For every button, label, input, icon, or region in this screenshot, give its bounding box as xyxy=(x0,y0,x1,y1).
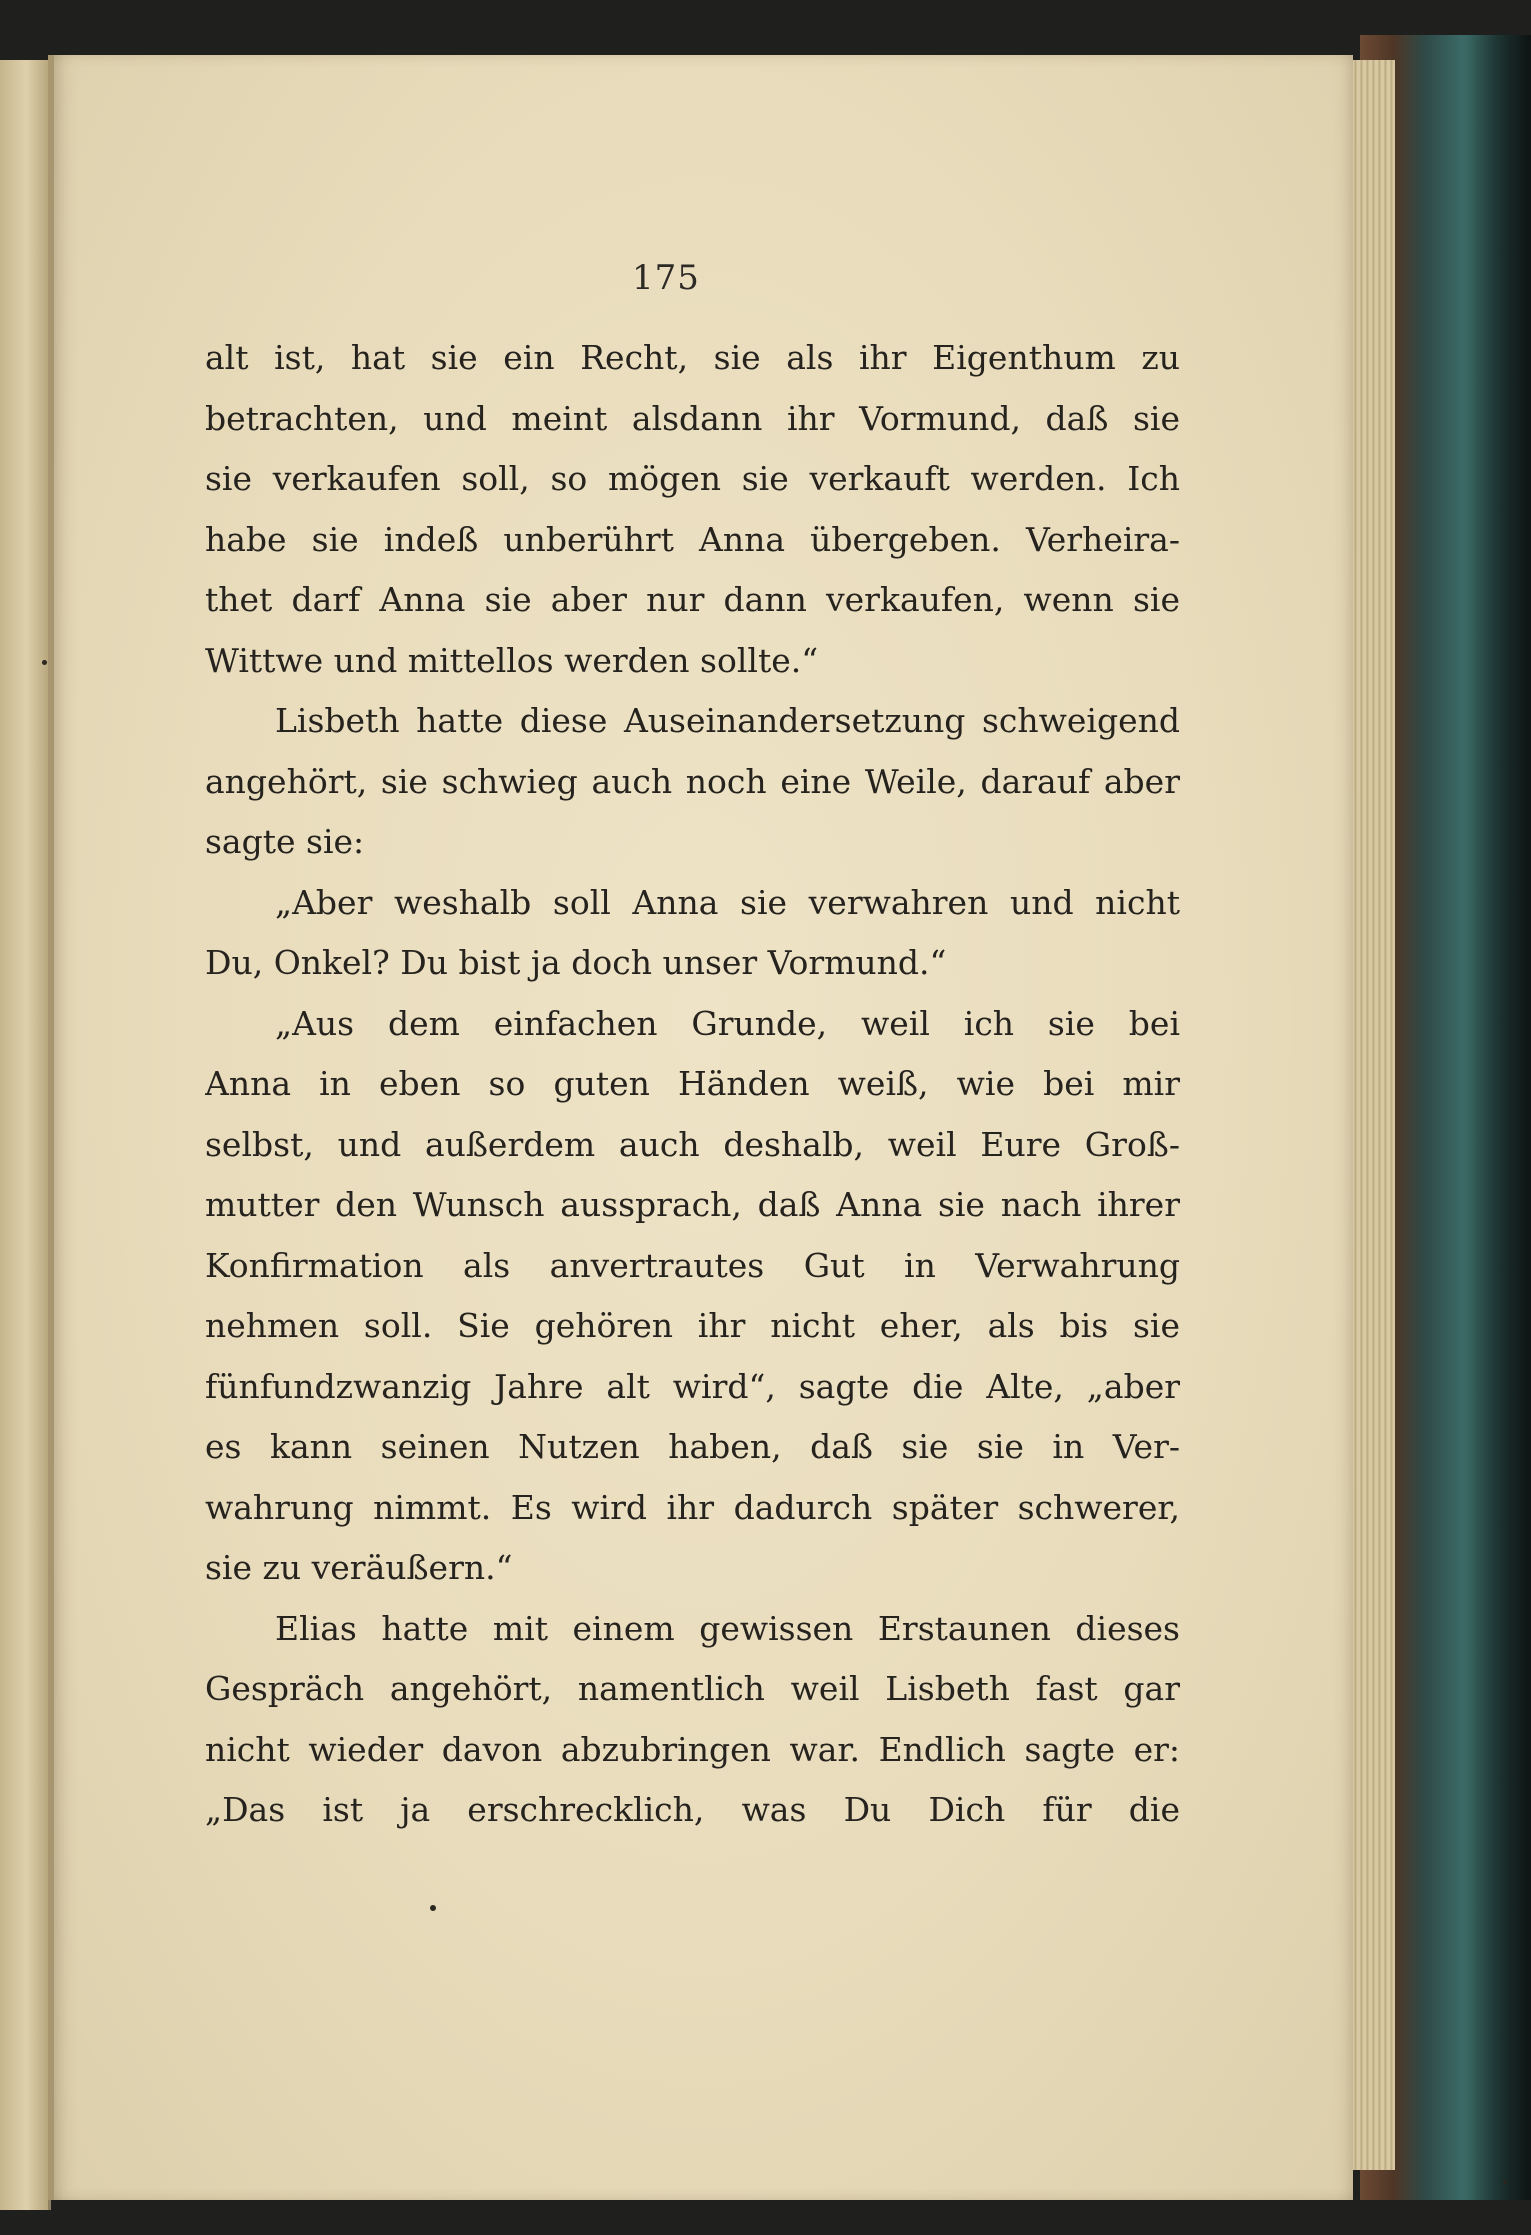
previous-page-edge xyxy=(0,60,51,2210)
text-line: sagte sie: xyxy=(205,822,365,861)
text-line: thet darf Anna sie aber nur dann verkaufen, wenn sie xyxy=(205,580,1180,619)
text-line: Gespräch angehört, namentlich weil Lisbeth fast gar xyxy=(205,1669,1180,1708)
text-line: Anna in eben so guten Händen weiß, wie bei mir xyxy=(205,1064,1180,1103)
text-line: angehört, sie schwieg auch noch eine Weile, darauf aber xyxy=(205,761,1180,801)
text-line: habe sie indeß unberührt Anna übergeben. Verheira- xyxy=(205,519,1180,559)
text-line: fünfundzwanzig Jahre alt wird“, sagte die Alte, „aber xyxy=(205,1366,1180,1406)
text-line: sie zu veräußern.“ xyxy=(205,1548,513,1587)
page-gutter xyxy=(48,55,54,2200)
text-line: „Aber weshalb soll Anna sie verwahren und nicht xyxy=(275,882,1180,922)
text-line: nehmen soll. Sie gehören ihr nicht eher, als bis sie xyxy=(205,1306,1180,1345)
text-line: „Das ist ja erschrecklich, was Du Dich für die xyxy=(205,1790,1180,1829)
text-line: Wittwe und mittellos werden sollte.“ xyxy=(205,640,819,680)
text-line: betrachten, und meint alsdann ihr Vormund, daß sie xyxy=(205,398,1180,438)
cover-shadow xyxy=(1470,35,1531,2200)
body-text xyxy=(205,328,1180,1841)
text-line: mutter den Wunsch aussprach, daß Anna sie nach ihrer xyxy=(205,1185,1180,1224)
text-line: sie verkaufen soll, so mögen sie verkauft werden. Ich xyxy=(205,459,1180,498)
text-line: alt ist, hat sie ein Recht, sie als ihr Eigenthum zu xyxy=(205,338,1180,377)
page-number: 175 xyxy=(632,258,700,298)
text-line: selbst, und außerdem auch deshalb, weil Eure Groß- xyxy=(205,1124,1180,1164)
text-line: wahrung nimmt. Es wird ihr dadurch später schwerer, xyxy=(205,1487,1180,1527)
text-line: es kann seinen Nutzen haben, daß sie sie in Ver- xyxy=(205,1427,1180,1466)
text-line: Du, Onkel? Du bist ja doch unser Vormund.“ xyxy=(205,943,947,982)
text-line: Konfirmation als anvertrautes Gut in Verwahrung xyxy=(205,1245,1180,1285)
text-line: nicht wieder davon abzubringen war. Endlich sagte er: xyxy=(205,1729,1180,1769)
text-line: Lisbeth hatte diese Auseinandersetzung schweigend xyxy=(275,701,1180,740)
text-line: „Aus dem einfachen Grunde, weil ich sie bei xyxy=(275,1003,1180,1043)
text-line: Elias hatte mit einem gewissen Erstaunen dieses xyxy=(275,1608,1180,1648)
